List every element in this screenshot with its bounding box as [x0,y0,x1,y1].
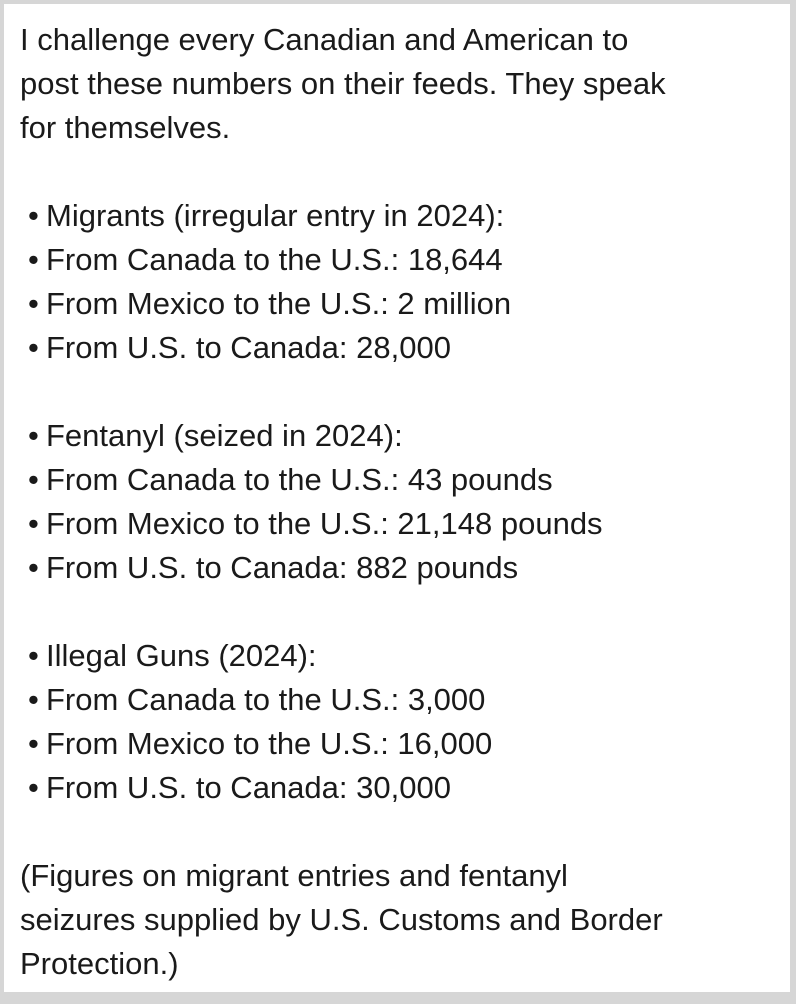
footnote-line: seizures supplied by U.S. Customs and Border [20,902,663,937]
intro-line: for themselves. [20,110,231,145]
bullet-icon: • [28,682,39,717]
bullet-icon: • [28,242,39,277]
bullet-text: From Canada to the U.S.: 18,644 [46,242,503,277]
bullet-icon: • [28,418,39,453]
fentanyl-section [20,414,782,590]
bullet-text: From U.S. to Canada: 30,000 [46,770,451,805]
section-heading [20,414,782,458]
list-item [20,722,782,766]
source-footnote [20,854,782,986]
guns-section [20,634,782,810]
bullet-icon: • [28,462,39,497]
bullet-text: From Canada to the U.S.: 43 pounds [46,462,553,497]
footnote-line: (Figures on migrant entries and fentanyl [20,858,568,893]
list-item [20,546,782,590]
bullet-text: Fentanyl (seized in 2024): [46,418,403,453]
intro-line: post these numbers on their feeds. They speak [20,66,666,101]
list-item [20,238,782,282]
bullet-icon: • [28,550,39,585]
list-item [20,326,782,370]
bullet-text: From Mexico to the U.S.: 21,148 pounds [46,506,603,541]
bullet-icon: • [28,198,39,233]
bullet-text: From Canada to the U.S.: 3,000 [46,682,486,717]
bullet-text: Migrants (irregular entry in 2024): [46,198,505,233]
bullet-icon: • [28,726,39,761]
bullet-icon: • [28,506,39,541]
bullet-text: From U.S. to Canada: 882 pounds [46,550,519,585]
list-item [20,502,782,546]
list-item [20,458,782,502]
post-text-card [4,4,790,992]
list-item [20,766,782,810]
footnote-line: Protection.) [20,946,179,981]
bullet-icon: • [28,770,39,805]
list-item [20,678,782,722]
bullet-icon: • [28,286,39,321]
bullet-text: Illegal Guns (2024): [46,638,317,673]
section-heading [20,634,782,678]
section-heading [20,194,782,238]
bullet-icon: • [28,330,39,365]
migrants-section [20,194,782,370]
bullet-text: From Mexico to the U.S.: 16,000 [46,726,493,761]
intro-paragraph [20,18,782,150]
intro-line: I challenge every Canadian and American to [20,22,629,57]
list-item [20,282,782,326]
bullet-text: From Mexico to the U.S.: 2 million [46,286,512,321]
bullet-text: From U.S. to Canada: 28,000 [46,330,451,365]
bullet-icon: • [28,638,39,673]
